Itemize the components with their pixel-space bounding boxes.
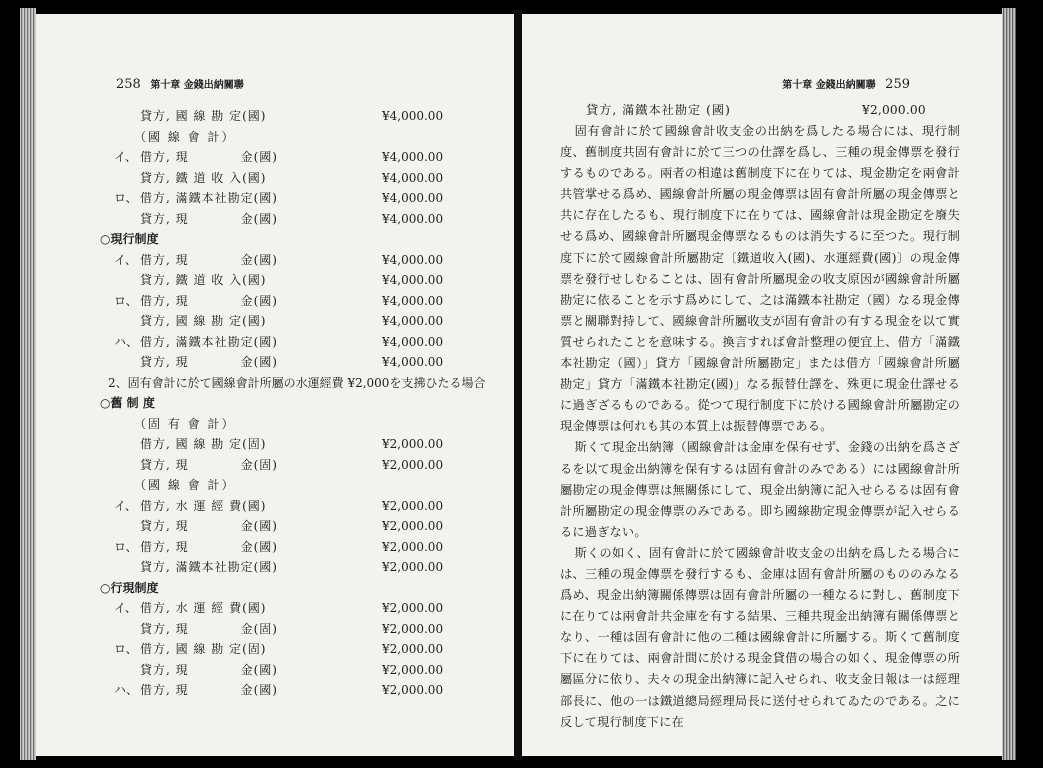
ledger-label: 貸方, 現 金(國) [140,662,278,677]
ledger-label: 借方, 現 金(國) [140,252,278,267]
ledger-label: 借方, 現 金(國) [140,683,278,697]
ledger-mark: イ、 [114,498,137,513]
ledger-label: 借方, 國 線 勘 定(固) [140,437,267,451]
ledger-amount: ¥2,000.00 [382,519,444,533]
ledger-amount: ¥4,000.00 [382,314,444,328]
ledger-label: 貸方, 現 金(固) [140,621,278,636]
ledger-label: 貸方, 鐵 道 收 入(國) [140,170,267,185]
ledger-row [96,250,514,271]
book-gutter [514,10,522,760]
ledger-amount: ¥2,000.00 [382,560,444,574]
ledger-amount: ¥2,000.00 [382,539,444,554]
ledger-label: 2、固有會計に於て國線會計所屬の水運經費 ¥2,000を支拂ひたる場合 [108,375,486,390]
ledger-amount: ¥2,000.00 [382,642,444,656]
ledger-label: 貸方, 國 線 勘 定(國) [140,314,267,328]
ledger-label: （國 線 會 計） [134,129,236,144]
right-page-edges [1002,8,1016,760]
ledger-row [96,619,514,640]
left-page-edges [20,8,36,760]
left-page-number: 258 [116,77,141,92]
ledger-row [96,475,514,496]
ledger-row [96,516,514,537]
ledger-label: 貸方, 現 金(固) [140,457,278,472]
ledger-mark: ハ、 [114,683,139,697]
ledger-mark: ハ、 [114,334,139,349]
paragraph: 斯くの如く、固有會計に於て國線會計收支金の出納を爲したる場合には、三種の現金傳票を發行するも、金庫は固有會計所屬のもののみなる爲め、現金出納簿關係傳票は固有會計所屬の一種なるに對し、舊制度下に在りては兩會計共金庫を有する結果、三種共現金出納簿有關係傳票となり、一種は固有會計に他の二種は國線會計に所屬する。斯くて舊制度下に在りては、兩會計間に於ける現金貸借の場合の如く、現金傳票の所屬區分に依り、夫々の現金出納簿に記入せられ、收支金日報は一は經理部長に、他の一は鐵道總局經理局長に送付せられてゐたのである。之に反して現行制度下に在 [560,545,960,729]
ledger-row [96,106,514,127]
ledger-amount: ¥2,000.00 [382,457,444,472]
ledger-mark: ロ、 [114,191,138,205]
ledger-label: 借方, 現 金(國) [140,539,278,554]
ledger-mark: ロ、 [114,539,138,554]
ledger-row [96,188,514,209]
ledger-row [96,291,514,312]
ledger-label: 貸方, 鐵 道 收 入(國) [140,273,267,287]
ledger-label: ○舊 制 度 [100,396,155,410]
ledger-row [96,352,514,373]
ledger-row [96,639,514,660]
ledger-row [96,434,514,455]
right-page-header [782,76,916,92]
ledger-row [96,311,514,332]
ledger-row [96,578,514,599]
ledger-mark: イ、 [114,252,137,267]
ledger-amount: ¥2,000.00 [382,683,444,697]
ledger-label: 貸方, 現 金(國) [140,355,278,369]
entry-amount: ¥2,000.00 [862,103,926,117]
ledger-label: 借方, 水 運 經 費(國) [140,601,267,615]
ledger-amount: ¥2,000.00 [382,437,444,451]
paragraph: 斯くて現金出納簿（國線會計は金庫を保有せず、金錢の出納を爲さざるを以て現金出納簿を保有するは固有會計のみである）には國線會計所屬勘定の現金傳票は無關係にして、現金出納簿に記入せらるるは固有會計所屬勘定の現金傳票のみである。即ち國線勘定現金傳票が記入せらるるに過ぎない。 [560,440,960,539]
ledger-amount: ¥4,000.00 [382,191,444,205]
ledger-amount: ¥4,000.00 [382,211,444,226]
ledger-amount: ¥2,000.00 [382,662,444,677]
journal-entries [96,106,514,701]
body-text [560,100,960,733]
ledger-label: 借方, 現 金(國) [140,293,278,308]
ledger-row [96,557,514,578]
ledger-row [96,147,514,168]
ledger-row [96,270,514,291]
ledger-amount: ¥4,000.00 [382,355,444,369]
paragraph: 固有會計に於て國線會計收支金の出納を爲したる場合には、現行制度、舊制度共固有會計に於て三つの仕譯を爲し、三種の現金傳票を發行するものである。兩者の相違は舊制度下に在りては、現金勘定を兩會計共管掌せる爲め、國線會計所屬の現金傳票は固有會計所屬の現金傳票と共に存在したるも、現行制度下に在りては、國線會計は現金勘定を廢失せる爲め、國線會計所屬現金傳票なるものは消失するに至つた。現行制度下に於て國線會計所屬勘定〔鐵道收入(國)、水運經費(國)〕の現金傳票を發行せしむることは、固有會計所屬現金の收支原因が國線會計所屬勘定に依ることを示す爲めにして、之は滿鐵本社勘定（國）なる現金傳票と關聯對持して、國線會計所屬收支が固有會計の有する現金を以て實質せられたことを意味する。換言すれば會計整理の便宜上、借方「滿鐵本社勘定（國）」貸方「國線會計所屬勘定」または借方「國線會計所屬勘定」貸方「滿鐵本社勘定(國)」なる振替仕譯を、殊更に現金仕譯せるに過ぎざるものである。從つて現行制度下に於ける國線會計所屬勘定の現金傳票は何れも其の本質上は振替傳票である。 [560,124,960,434]
ledger-row [96,332,514,353]
ledger-row [96,537,514,558]
ledger-amount: ¥4,000.00 [382,273,444,287]
ledger-amount: ¥2,000.00 [382,498,444,513]
ledger-label: 貸方, 現 金(國) [140,519,278,533]
ledger-row [96,393,514,414]
ledger-mark: イ、 [114,601,137,615]
ledger-amount: ¥2,000.00 [382,601,444,615]
ledger-amount: ¥4,000.00 [382,252,444,267]
ledger-label: 借方, 現 金(國) [140,150,278,164]
ledger-row [96,680,514,701]
ledger-label: ○現行制度 [100,232,159,246]
ledger-row [96,598,514,619]
ledger-label: ○行現制度 [100,580,159,595]
right-page [522,14,1002,756]
ledger-amount: ¥2,000.00 [382,621,444,636]
ledger-row [96,168,514,189]
right-chapter: 第十章 [782,80,813,91]
ledger-label: 借方, 滿鐵本社勘定(國) [140,191,278,205]
ledger-label: （國 線 會 計） [134,478,236,492]
ledger-mark: ロ、 [114,293,138,308]
ledger-label: 貸方, 國 線 勘 定(國) [140,109,267,123]
ledger-amount: ¥4,000.00 [382,293,444,308]
ledger-row [96,127,514,148]
ledger-label: 借方, 水 運 經 費(國) [140,498,267,513]
ledger-label: 貸方, 現 金(國) [140,211,278,226]
ledger-row [96,660,514,681]
ledger-row [96,496,514,517]
left-section: 金錢出納關聯 [183,80,244,91]
ledger-label: （固 有 會 計） [134,416,236,431]
right-page-number: 259 [885,77,910,92]
ledger-row [96,455,514,476]
ledger-mark: ロ、 [114,642,138,656]
ledger-row [96,373,514,394]
right-section: 金錢出納關聯 [815,80,876,91]
ledger-row [96,414,514,435]
ledger-label: 貸方, 滿鐵本社勘定(國) [140,560,278,574]
ledger-label: 借方, 國 線 勘 定(固) [140,642,267,656]
ledger-amount: ¥4,000.00 [382,109,444,123]
entry-label: 貸方, 滿鐵本社勘定 (國) [586,103,731,117]
ledger-mark: イ、 [114,150,137,164]
ledger-row [96,229,514,250]
left-page-header [110,76,244,92]
ledger-amount: ¥4,000.00 [382,150,444,164]
left-chapter: 第十章 [150,80,181,91]
ledger-amount: ¥4,000.00 [382,170,444,185]
ledger-row [96,209,514,230]
ledger-amount: ¥4,000.00 [382,334,444,349]
ledger-label: 借方, 滿鐵本社勘定(國) [140,334,278,349]
left-page [36,14,514,756]
continued-entry [560,100,960,121]
